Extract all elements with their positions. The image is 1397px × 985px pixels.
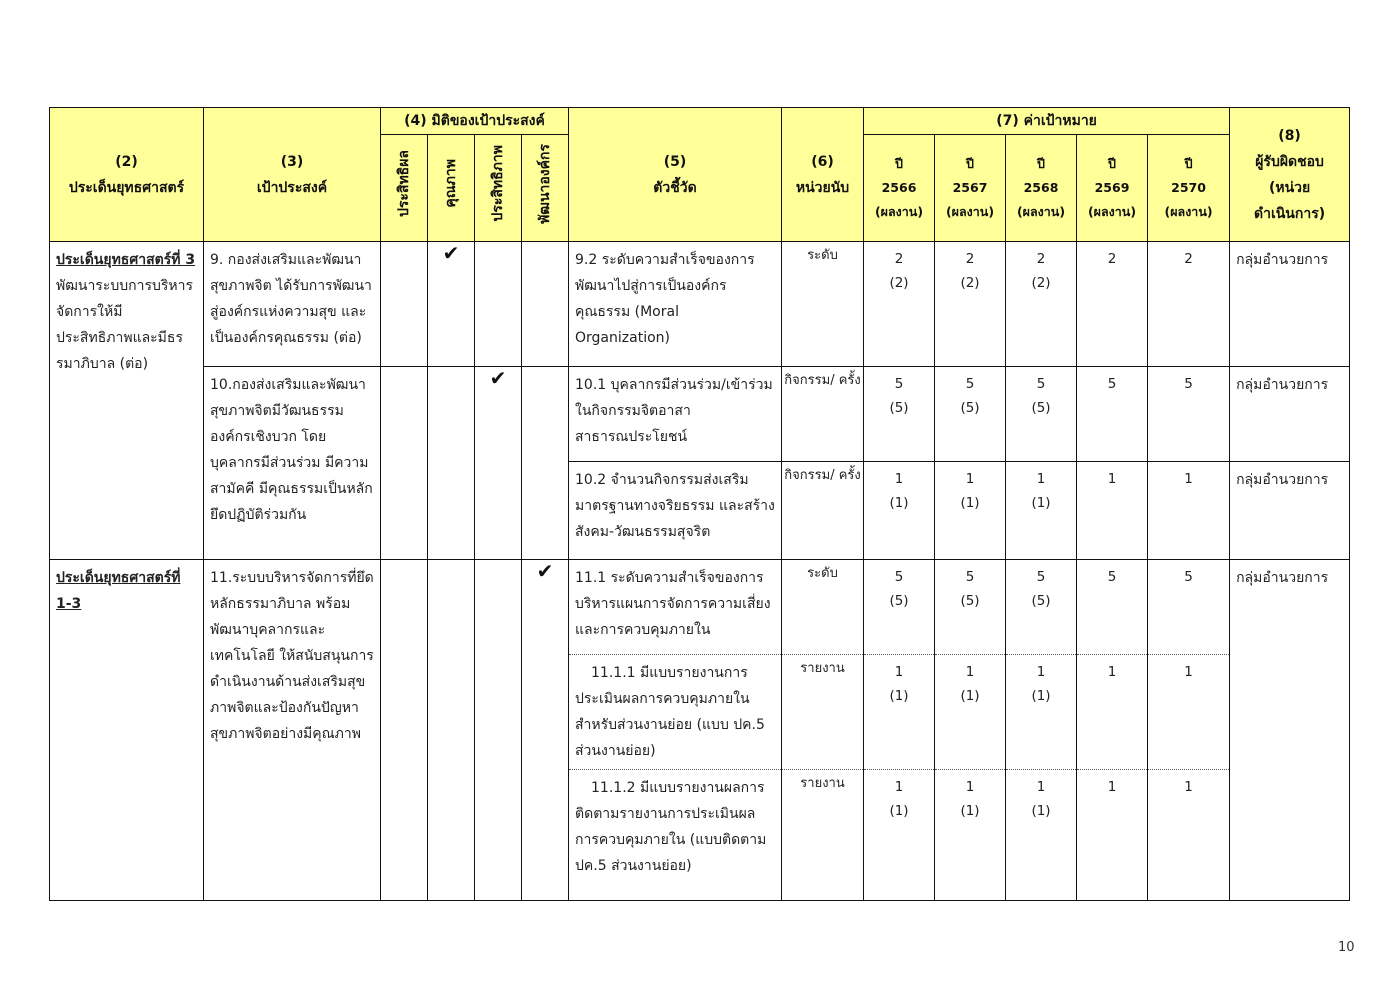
header-dim-efficiency: ประสิทธิภาพ	[475, 135, 522, 242]
dim-cell	[428, 367, 475, 560]
dim-cell	[475, 560, 522, 901]
target-cell: 1 (1)	[864, 655, 935, 770]
target-cell: 1 (1)	[935, 462, 1006, 560]
unit-cell: กิจกรรม/ ครั้ง	[782, 462, 864, 560]
target-cell: 1 (1)	[864, 770, 935, 901]
owner-cell: กลุ่มอำนวยการ	[1230, 462, 1350, 560]
unit-cell: ระดับ	[782, 560, 864, 655]
target-cell: 5	[1148, 560, 1230, 655]
target-cell: 2 (2)	[1006, 242, 1077, 367]
header-year-2566: ปี 2566 (ผลงาน)	[864, 135, 935, 242]
goal-cell: 11.ระบบบริหารจัดการที่ยึดหลักธรรมาภิบาล พร้อมพัฒนาบุคลากรและเทคโนโลยี ให้สนับสนุนการดำเนินงานด้านส่งเสริมสุขภาพจิตและป้องกันปัญหาสุขภาพจิตอย่างมีคุณภาพ	[204, 560, 381, 901]
dim-cell	[428, 560, 475, 901]
header-dim-org-dev: พัฒนาองค์กร	[522, 135, 569, 242]
strategy-plan-table	[49, 107, 1350, 901]
table-row	[50, 560, 1350, 655]
owner-cell: กลุ่มอำนวยการ	[1230, 242, 1350, 367]
target-cell: 1 (1)	[935, 655, 1006, 770]
target-cell: 5	[1077, 367, 1148, 462]
page-number: 10	[1338, 940, 1355, 955]
indicator-cell: 10.2 จำนวนกิจกรรมส่งเสริมมาตรฐานทางจริยธรรม และสร้างสังคม-วัฒนธรรมสุจริต	[569, 462, 782, 560]
target-cell: 1	[1077, 462, 1148, 560]
target-cell: 2	[1077, 242, 1148, 367]
check-icon: ✔	[489, 366, 507, 390]
header-owner: (8) ผู้รับผิดชอบ (หน่วย ดำเนินการ)	[1230, 108, 1350, 242]
header-year-2569: ปี 2569 (ผลงาน)	[1077, 135, 1148, 242]
target-cell: 1	[1148, 655, 1230, 770]
target-cell: 1 (1)	[1006, 655, 1077, 770]
target-cell: 5 (5)	[935, 560, 1006, 655]
goal-cell: 10.กองส่งเสริมและพัฒนาสุขภาพจิตมีวัฒนธรรมองค์กรเชิงบวก โดยบุคลากรมีส่วนร่วม มีความสามัคคี มีคุณธรรมเป็นหลักยึดปฏิบัติร่วมกัน	[204, 367, 381, 560]
indicator-cell: 9.2 ระดับความสำเร็จของการพัฒนาไปสู่การเป็นองค์กรคุณธรรม (Moral Organization)	[569, 242, 782, 367]
indicator-cell: 11.1 ระดับความสำเร็จของการบริหารแผนการจัดการความเสี่ยงและการควบคุมภายใน	[569, 560, 782, 655]
header-year-2570: ปี 2570 (ผลงาน)	[1148, 135, 1230, 242]
target-cell: 5 (5)	[864, 367, 935, 462]
target-cell: 2	[1148, 242, 1230, 367]
goal-cell: 9. กองส่งเสริมและพัฒนาสุขภาพจิต ได้รับการพัฒนาสู่องค์กรแห่งความสุข และเป็นองค์กรคุณธรรม (ต่อ)	[204, 242, 381, 367]
target-cell: 5 (5)	[1006, 560, 1077, 655]
dim-cell-checked	[428, 242, 475, 367]
target-cell: 1 (1)	[864, 462, 935, 560]
target-cell: 1	[1077, 655, 1148, 770]
indicator-cell: 11.1.1 มีแบบรายงานการประเมินผลการควบคุมภายในสำหรับส่วนงานย่อย (แบบ ปค.5 ส่วนงานย่อย)	[569, 655, 782, 770]
header-dim-quality: คุณภาพ	[428, 135, 475, 242]
owner-cell: กลุ่มอำนวยการ	[1230, 560, 1350, 901]
header-unit: (6) หน่วยนับ	[782, 108, 864, 242]
header-goal: (3) เป้าประสงค์	[204, 108, 381, 242]
unit-cell: รายงาน	[782, 655, 864, 770]
header-strategy: (2) ประเด็นยุทธศาสตร์	[50, 108, 204, 242]
target-cell: 5	[1148, 367, 1230, 462]
unit-cell: กิจกรรม/ ครั้ง	[782, 367, 864, 462]
target-cell: 1 (1)	[1006, 462, 1077, 560]
strategy-cell: ประเด็นยุทธศาสตร์ที่ 1-3	[50, 560, 204, 901]
dim-cell	[381, 242, 428, 367]
target-cell: 5 (5)	[864, 560, 935, 655]
header-year-2567: ปี 2567 (ผลงาน)	[935, 135, 1006, 242]
table-row	[50, 367, 1350, 462]
target-cell: 1	[1077, 770, 1148, 901]
unit-cell: รายงาน	[782, 770, 864, 901]
indicator-cell: 10.1 บุคลากรมีส่วนร่วม/เข้าร่วมในกิจกรรมจิตอาสาสาธารณประโยชน์	[569, 367, 782, 462]
dim-cell	[381, 367, 428, 560]
dim-cell	[522, 367, 569, 560]
dim-cell-checked	[475, 367, 522, 560]
owner-cell: กลุ่มอำนวยการ	[1230, 367, 1350, 462]
table-row	[50, 242, 1350, 367]
target-cell: 5 (5)	[935, 367, 1006, 462]
target-cell: 1	[1148, 770, 1230, 901]
header-dim-effectiveness: ประสิทธิผล	[381, 135, 428, 242]
target-cell: 5	[1077, 560, 1148, 655]
dim-cell	[381, 560, 428, 901]
target-cell: 1 (1)	[1006, 770, 1077, 901]
header-dimension-group: (4) มิติของเป้าประสงค์	[381, 108, 569, 135]
check-icon: ✔	[442, 241, 460, 265]
target-cell: 2 (2)	[935, 242, 1006, 367]
indicator-cell: 11.1.2 มีแบบรายงานผลการติดตามรายงานการประเมินผลการควบคุมภายใน (แบบติดตาม ปค.5 ส่วนงานย่อย)	[569, 770, 782, 901]
dim-cell	[475, 242, 522, 367]
check-icon: ✔	[536, 559, 554, 583]
header-indicator: (5) ตัวชี้วัด	[569, 108, 782, 242]
dim-cell	[522, 242, 569, 367]
target-cell: 1	[1148, 462, 1230, 560]
header-year-2568: ปี 2568 (ผลงาน)	[1006, 135, 1077, 242]
header-target-group: (7) ค่าเป้าหมาย	[864, 108, 1230, 135]
dim-cell-checked	[522, 560, 569, 901]
target-cell: 5 (5)	[1006, 367, 1077, 462]
target-cell: 2 (2)	[864, 242, 935, 367]
unit-cell: ระดับ	[782, 242, 864, 367]
target-cell: 1 (1)	[935, 770, 1006, 901]
strategy-cell: ประเด็นยุทธศาสตร์ที่ 3 พัฒนาระบบการบริหารจัดการให้มีประสิทธิภาพและมีธรรมาภิบาล (ต่อ)	[50, 242, 204, 560]
